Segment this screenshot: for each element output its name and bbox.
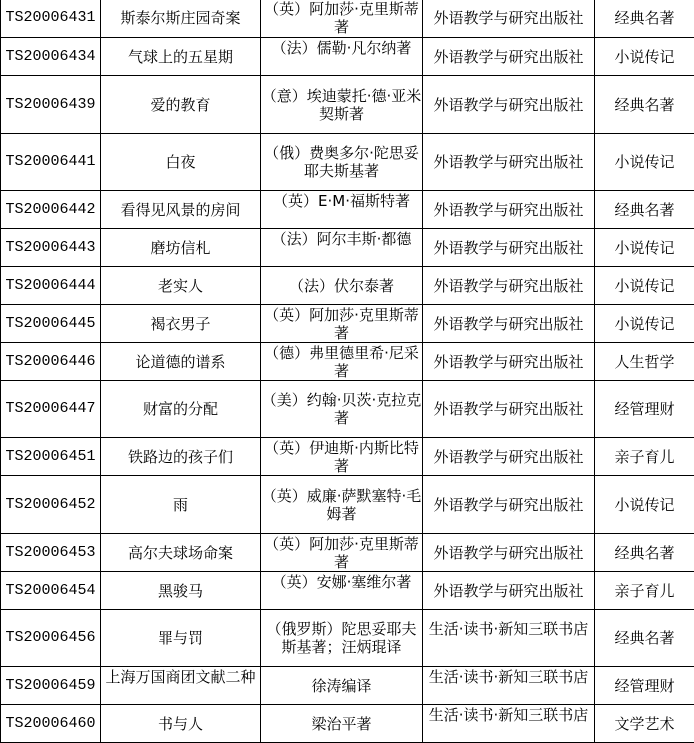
book-author-text: （美）约翰·贝茨·克拉克著 (261, 391, 422, 427)
table-row (1, 705, 694, 743)
book-author-cell: 徐涛编译 (261, 667, 423, 705)
table-row (1, 305, 694, 343)
book-publisher-text: 生活·读书·新知三联书店 (423, 668, 594, 704)
book-id-cell: TS20006445 (1, 305, 101, 343)
table-row (1, 610, 694, 667)
book-author-cell (261, 267, 423, 305)
book-publisher-cell: 外语教学与研究出版社 (423, 476, 595, 534)
book-title-cell: 雨 (101, 476, 261, 534)
book-author-cell (261, 572, 423, 610)
book-id-cell: TS20006443 (1, 229, 101, 267)
book-author-cell (261, 0, 423, 38)
book-category-cell: 小说传记 (595, 229, 694, 267)
book-author-cell (261, 534, 423, 572)
book-publisher-cell: 外语教学与研究出版社 (423, 381, 595, 438)
book-title-cell: 罪与罚 (101, 610, 261, 667)
book-title-cell: 爱的教育 (101, 76, 261, 134)
book-category-cell: 经典名著 (595, 610, 694, 667)
book-author-cell (261, 76, 423, 134)
book-title-cell: 高尔夫球场命案 (101, 534, 261, 572)
book-id-cell: TS20006447 (1, 381, 101, 438)
book-publisher-cell: 外语教学与研究出版社 (423, 134, 595, 191)
book-id-cell: TS20006446 (1, 343, 101, 381)
book-category-cell: 小说传记 (595, 305, 694, 343)
book-author-text: （俄罗斯）陀思妥耶夫斯基著；汪炳琨译 (261, 620, 422, 656)
book-category-cell: 人生哲学 (595, 343, 694, 381)
book-title-cell: 磨坊信札 (101, 229, 261, 267)
book-publisher-cell: 外语教学与研究出版社 (423, 229, 595, 267)
book-id-cell: TS20006459 (1, 667, 101, 705)
book-category-cell: 亲子育儿 (595, 572, 694, 610)
table-row (1, 343, 694, 381)
book-title-cell: 财富的分配 (101, 381, 261, 438)
book-publisher-text: 生活·读书·新知三联书店 (423, 620, 594, 656)
book-publisher-cell: 外语教学与研究出版社 (423, 343, 595, 381)
book-author-text: （英）伊迪斯·内斯比特著 (261, 439, 422, 475)
book-id-cell: TS20006444 (1, 267, 101, 305)
book-id-cell: TS20006434 (1, 38, 101, 76)
table-row (1, 229, 694, 267)
book-category-cell: 小说传记 (595, 267, 694, 305)
book-publisher-cell: 外语教学与研究出版社 (423, 572, 595, 610)
book-title-cell: 白夜 (101, 134, 261, 191)
book-author-cell (261, 38, 423, 76)
book-author-text: （法）伏尔泰著 (261, 277, 422, 295)
book-category-cell: 经典名著 (595, 534, 694, 572)
book-category-cell: 小说传记 (595, 134, 694, 191)
book-publisher-cell: 外语教学与研究出版社 (423, 191, 595, 229)
book-id-cell: TS20006460 (1, 705, 101, 743)
book-author-cell (261, 438, 423, 476)
table-row (1, 38, 694, 76)
book-title-cell: 书与人 (101, 705, 261, 743)
book-publisher-cell (423, 610, 595, 667)
table-row (1, 267, 694, 305)
book-category-cell: 经典名著 (595, 0, 694, 38)
book-author-text: （法）儒勒·凡尔纳著 (261, 39, 422, 75)
book-category-cell: 经管理财 (595, 667, 694, 705)
table-row (1, 0, 694, 38)
book-title-cell: 看得见风景的房间 (101, 191, 261, 229)
book-id-cell: TS20006451 (1, 438, 101, 476)
book-author-cell (261, 134, 423, 191)
book-id-cell: TS20006453 (1, 534, 101, 572)
book-publisher-cell: 外语教学与研究出版社 (423, 38, 595, 76)
book-id-cell: TS20006441 (1, 134, 101, 191)
book-title-cell: 铁路边的孩子们 (101, 438, 261, 476)
book-publisher-cell: 外语教学与研究出版社 (423, 438, 595, 476)
book-author-cell (261, 610, 423, 667)
book-category-cell: 小说传记 (595, 38, 694, 76)
book-id-cell: TS20006439 (1, 76, 101, 134)
book-author-cell (261, 229, 423, 267)
book-author-text: （英）威廉·萨默塞特·毛姆著 (261, 487, 422, 523)
book-author-text: （英）安娜·塞维尔著 (261, 573, 422, 609)
book-author-text: （英）阿加莎·克里斯蒂著 (261, 0, 422, 36)
table-row (1, 667, 694, 705)
book-author-cell (261, 191, 423, 229)
book-author-text: （英）阿加莎·克里斯蒂著 (261, 535, 422, 571)
book-id-cell: TS20006456 (1, 610, 101, 667)
book-author-cell (261, 381, 423, 438)
table-row (1, 572, 694, 610)
book-author-text: （英）阿加莎·克里斯蒂著 (261, 306, 422, 342)
book-publisher-cell: 外语教学与研究出版社 (423, 534, 595, 572)
book-author-text: （英）E·M·福斯特著 (261, 192, 422, 228)
book-publisher-cell: 外语教学与研究出版社 (423, 305, 595, 343)
book-publisher-cell: 外语教学与研究出版社 (423, 76, 595, 134)
book-title-cell: 斯泰尔斯庄园奇案 (101, 0, 261, 38)
table-row (1, 76, 694, 134)
book-category-cell: 文学艺术 (595, 705, 694, 743)
book-author-text: （法）阿尔丰斯·都德 (261, 230, 422, 266)
book-title-text: 上海万国商团文献二种 (101, 668, 260, 704)
table-row (1, 381, 694, 438)
book-title-cell: 老实人 (101, 267, 261, 305)
book-category-cell: 亲子育儿 (595, 438, 694, 476)
book-publisher-cell: 外语教学与研究出版社 (423, 0, 595, 38)
book-id-cell: TS20006452 (1, 476, 101, 534)
book-id-cell: TS20006454 (1, 572, 101, 610)
book-title-cell: 气球上的五星期 (101, 38, 261, 76)
book-title-cell: 褐衣男子 (101, 305, 261, 343)
book-category-cell: 经典名著 (595, 76, 694, 134)
book-author-cell: 梁治平著 (261, 705, 423, 743)
book-publisher-cell (423, 667, 595, 705)
book-publisher-cell (423, 705, 595, 743)
book-title-cell (101, 667, 261, 705)
book-author-cell (261, 343, 423, 381)
table-row (1, 438, 694, 476)
book-title-cell: 黑骏马 (101, 572, 261, 610)
book-category-cell: 经管理财 (595, 381, 694, 438)
book-publisher-text: 生活·读书·新知三联书店 (423, 706, 594, 742)
book-author-text: （俄）费奥多尔·陀思妥耶夫斯基著 (261, 144, 422, 180)
table-row (1, 134, 694, 191)
book-author-text: （德）弗里德里希·尼采著 (261, 344, 422, 380)
table-row (1, 534, 694, 572)
book-category-cell: 小说传记 (595, 476, 694, 534)
table-row (1, 191, 694, 229)
book-id-cell: TS20006442 (1, 191, 101, 229)
table-row (1, 476, 694, 534)
book-category-cell: 经典名著 (595, 191, 694, 229)
book-id-cell: TS20006431 (1, 0, 101, 38)
book-author-cell (261, 476, 423, 534)
book-title-cell: 论道德的谱系 (101, 343, 261, 381)
book-author-text: （意）埃迪蒙托·德·亚米契斯著 (261, 87, 422, 123)
book-author-cell (261, 305, 423, 343)
book-publisher-cell: 外语教学与研究出版社 (423, 267, 595, 305)
